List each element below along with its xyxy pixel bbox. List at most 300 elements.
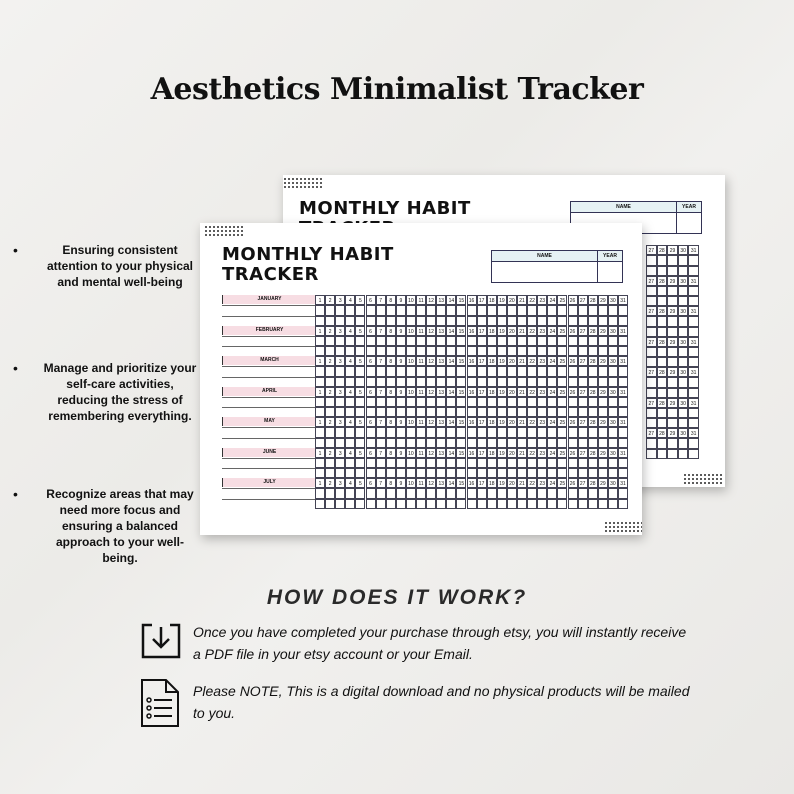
habit-cell (456, 499, 466, 509)
day-number: 29 (598, 478, 608, 488)
habit-cell (345, 438, 355, 448)
day-number: 28 (588, 478, 598, 488)
habit-cell (436, 397, 446, 407)
habit-cell (667, 266, 678, 276)
habit-cell (608, 397, 618, 407)
habit-cell (396, 468, 406, 478)
day-number: 14 (446, 356, 456, 366)
habit-cell (436, 438, 446, 448)
day-number: 17 (477, 387, 487, 397)
habit-cell (507, 468, 517, 478)
habit-cell (547, 305, 557, 315)
day-number: 31 (618, 326, 628, 336)
day-number: 28 (588, 387, 598, 397)
habit-cell (355, 377, 365, 387)
habit-cell (517, 488, 527, 498)
day-number: 5 (355, 356, 365, 366)
habit-cell (396, 397, 406, 407)
day-number: 20 (507, 326, 517, 336)
habit-cell (618, 305, 628, 315)
habit-cell (366, 427, 376, 437)
habit-cell (588, 499, 598, 509)
habit-cell (688, 255, 699, 265)
habit-cell (335, 366, 345, 376)
habit-cell (335, 438, 345, 448)
day-number: 27 (578, 448, 588, 458)
day-number: 25 (557, 326, 567, 336)
habit-cell (325, 346, 335, 356)
habit-cell (416, 305, 426, 315)
habit-cell (345, 377, 355, 387)
habit-cell (436, 336, 446, 346)
habit-cell (646, 255, 657, 265)
row-line (222, 499, 315, 500)
habit-cell (527, 316, 537, 326)
month-label: APRIL (222, 387, 316, 396)
habit-cell (426, 427, 436, 437)
habit-cell (497, 316, 507, 326)
habit-cell (345, 336, 355, 346)
day-number: 27 (646, 306, 657, 316)
day-number: 13 (436, 417, 446, 427)
habit-cell (537, 468, 547, 478)
page-title: Aesthetics Minimalist Tracker (150, 72, 644, 107)
day-number: 29 (598, 448, 608, 458)
day-number: 30 (678, 245, 689, 255)
habit-cell (517, 305, 527, 315)
day-number: 26 (568, 478, 578, 488)
day-number: 11 (416, 326, 426, 336)
habit-cell (557, 336, 567, 346)
habit-cell (667, 449, 678, 459)
habit-cell (598, 438, 608, 448)
habit-cell (376, 438, 386, 448)
habit-cell (568, 427, 578, 437)
habit-cell (646, 449, 657, 459)
day-number: 28 (657, 428, 668, 438)
day-number: 6 (366, 356, 376, 366)
habit-cell (618, 346, 628, 356)
day-number: 30 (608, 387, 618, 397)
day-number: 21 (517, 387, 527, 397)
habit-cell (497, 427, 507, 437)
habit-cell (315, 305, 325, 315)
habit-cell (608, 377, 618, 387)
row-line (222, 377, 315, 378)
feature-item (10, 360, 210, 424)
habit-cell (497, 488, 507, 498)
habit-cell (667, 327, 678, 337)
habit-cell (355, 499, 365, 509)
habit-cell (386, 346, 396, 356)
day-number: 24 (547, 448, 557, 458)
habit-cell (386, 316, 396, 326)
habit-cell (366, 316, 376, 326)
habit-cell (325, 438, 335, 448)
habit-cell (657, 418, 668, 428)
habit-cell (436, 366, 446, 376)
dot-pattern-icon (604, 521, 642, 533)
habit-cell (618, 427, 628, 437)
day-number: 21 (517, 356, 527, 366)
habit-cell (688, 316, 699, 326)
habit-cell (537, 377, 547, 387)
habit-cell (315, 499, 325, 509)
habit-cell (588, 316, 598, 326)
habit-cell (477, 407, 487, 417)
habit-cell (527, 397, 537, 407)
habit-cell (376, 468, 386, 478)
habit-cell (325, 427, 335, 437)
day-number: 6 (366, 387, 376, 397)
habit-cell (557, 366, 567, 376)
habit-cell (497, 366, 507, 376)
habit-cell (557, 458, 567, 468)
habit-cell (657, 449, 668, 459)
month-label: FEBRUARY (222, 326, 316, 335)
day-number: 29 (598, 295, 608, 305)
habit-cell (678, 347, 689, 357)
habit-cell (568, 377, 578, 387)
habit-cell (416, 438, 426, 448)
day-number: 30 (678, 276, 689, 286)
day-number: 23 (537, 417, 547, 427)
habit-cell (406, 336, 416, 346)
habit-cell (517, 499, 527, 509)
day-number: 19 (497, 448, 507, 458)
habit-cell (557, 438, 567, 448)
habit-cell (416, 488, 426, 498)
habit-cell (355, 316, 365, 326)
habit-cell (467, 397, 477, 407)
habit-cell (406, 305, 416, 315)
day-number: 30 (678, 398, 689, 408)
habit-cell (416, 407, 426, 417)
habit-cell (345, 499, 355, 509)
habit-cell (688, 408, 699, 418)
month-label: JANUARY (222, 295, 316, 304)
day-number: 28 (657, 276, 668, 286)
habit-cell (678, 449, 689, 459)
habit-cell (456, 488, 466, 498)
day-number: 3 (335, 356, 345, 366)
day-number: 3 (335, 326, 345, 336)
habit-cell (487, 377, 497, 387)
day-number: 31 (688, 398, 699, 408)
habit-cell (497, 407, 507, 417)
habit-cell (517, 336, 527, 346)
habit-cell (678, 316, 689, 326)
day-number: 22 (527, 356, 537, 366)
habit-cell (477, 336, 487, 346)
habit-cell (456, 377, 466, 387)
day-number: 7 (376, 478, 386, 488)
day-number: 31 (688, 306, 699, 316)
habit-cell (477, 366, 487, 376)
habit-cell (446, 377, 456, 387)
day-number: 16 (467, 448, 477, 458)
habit-cell (568, 468, 578, 478)
habit-cell (667, 286, 678, 296)
day-number: 22 (527, 387, 537, 397)
day-number: 10 (406, 478, 416, 488)
day-number: 4 (345, 356, 355, 366)
habit-cell (335, 427, 345, 437)
habit-cell (598, 468, 608, 478)
day-number: 31 (618, 387, 628, 397)
habit-cell (608, 407, 618, 417)
day-number: 9 (396, 295, 406, 305)
day-number: 15 (456, 417, 466, 427)
day-number: 4 (345, 387, 355, 397)
habit-cell (446, 316, 456, 326)
day-number: 31 (618, 295, 628, 305)
feature-text: Manage and prioritize your self-care activities, reducing the stress of remembering everything. (43, 361, 197, 423)
day-number: 10 (406, 448, 416, 458)
habit-cell (406, 438, 416, 448)
habit-cell (467, 427, 477, 437)
day-number: 2 (325, 295, 335, 305)
row-line (222, 407, 315, 408)
habit-cell (678, 357, 689, 367)
habit-cell (436, 316, 446, 326)
habit-cell (547, 336, 557, 346)
habit-cell (507, 305, 517, 315)
habit-cell (598, 397, 608, 407)
habit-cell (507, 336, 517, 346)
habit-cell (396, 427, 406, 437)
day-number: 5 (355, 478, 365, 488)
habit-cell (366, 377, 376, 387)
habit-cell (315, 346, 325, 356)
day-number: 28 (588, 295, 598, 305)
habit-cell (416, 427, 426, 437)
day-number: 1 (315, 356, 325, 366)
habit-cell (325, 366, 335, 376)
habit-cell (355, 488, 365, 498)
day-number: 26 (568, 356, 578, 366)
day-number: 27 (578, 417, 588, 427)
habit-cell (618, 397, 628, 407)
habit-cell (355, 336, 365, 346)
day-number: 28 (657, 245, 668, 255)
month-label: JULY (222, 478, 316, 487)
day-number: 23 (537, 295, 547, 305)
habit-cell (487, 458, 497, 468)
habit-cell (527, 438, 537, 448)
habit-cell (667, 388, 678, 398)
habit-cell (487, 305, 497, 315)
habit-cell (588, 336, 598, 346)
day-number: 20 (507, 448, 517, 458)
habit-cell (527, 336, 537, 346)
day-number: 18 (487, 356, 497, 366)
day-number: 22 (527, 417, 537, 427)
habit-cell (646, 438, 657, 448)
habit-cell (568, 366, 578, 376)
habit-cell (456, 468, 466, 478)
habit-cell (578, 377, 588, 387)
day-number: 12 (426, 295, 436, 305)
day-number: 17 (477, 295, 487, 305)
habit-cell (376, 366, 386, 376)
day-number: 25 (557, 478, 567, 488)
habit-cell (547, 438, 557, 448)
habit-cell (678, 377, 689, 387)
habit-cell (406, 366, 416, 376)
habit-cell (557, 499, 567, 509)
habit-cell (366, 488, 376, 498)
step-download-text: Once you have completed your purchase through etsy, you will instantly receive a PDF file in your etsy account or your Email. (193, 624, 687, 662)
habit-cell (396, 458, 406, 468)
habit-cell (608, 336, 618, 346)
habit-cell (578, 438, 588, 448)
sheet-title-line: MONTHLY HABIT (299, 198, 471, 219)
habit-cell (537, 305, 547, 315)
habit-cell (396, 488, 406, 498)
day-number: 15 (456, 387, 466, 397)
habit-cell (426, 305, 436, 315)
day-number: 28 (588, 356, 598, 366)
bullet-icon: • (13, 242, 18, 258)
row-line (222, 488, 315, 489)
habit-cell (426, 316, 436, 326)
day-number: 11 (416, 356, 426, 366)
habit-cell (406, 488, 416, 498)
day-number: 30 (608, 356, 618, 366)
habit-cell (355, 468, 365, 478)
habit-cell (396, 316, 406, 326)
habit-cell (578, 407, 588, 417)
habit-cell (608, 438, 618, 448)
habit-cell (507, 316, 517, 326)
habit-cell (527, 407, 537, 417)
day-number: 8 (386, 387, 396, 397)
day-number: 2 (325, 417, 335, 427)
habit-cell (406, 346, 416, 356)
day-number: 30 (678, 367, 689, 377)
day-number: 13 (436, 448, 446, 458)
habit-cell (477, 468, 487, 478)
habit-cell (366, 458, 376, 468)
habit-cell (578, 397, 588, 407)
habit-cell (517, 407, 527, 417)
habit-cell (487, 488, 497, 498)
habit-cell (446, 468, 456, 478)
habit-cell (325, 397, 335, 407)
tracker-sheet-front (200, 223, 642, 535)
habit-cell (557, 346, 567, 356)
habit-cell (598, 316, 608, 326)
day-number: 14 (446, 478, 456, 488)
habit-cell (537, 336, 547, 346)
habit-cell (315, 438, 325, 448)
habit-cell (497, 499, 507, 509)
habit-cell (578, 336, 588, 346)
day-number: 27 (578, 478, 588, 488)
habit-cell (467, 407, 477, 417)
habit-cell (537, 458, 547, 468)
day-number: 29 (667, 428, 678, 438)
habit-cell (557, 407, 567, 417)
habit-cell (578, 499, 588, 509)
habit-cell (315, 427, 325, 437)
habit-cell (477, 397, 487, 407)
habit-cell (667, 296, 678, 306)
day-number: 31 (688, 367, 699, 377)
habit-cell (667, 377, 678, 387)
habit-cell (335, 468, 345, 478)
habit-cell (426, 407, 436, 417)
habit-cell (325, 468, 335, 478)
day-number: 15 (456, 356, 466, 366)
habit-cell (345, 427, 355, 437)
row-line (222, 397, 315, 398)
row-line (222, 336, 315, 337)
habit-cell (416, 468, 426, 478)
day-number: 13 (436, 326, 446, 336)
habit-cell (426, 468, 436, 478)
day-number: 13 (436, 478, 446, 488)
day-number: 3 (335, 448, 345, 458)
habit-cell (688, 266, 699, 276)
habit-cell (487, 336, 497, 346)
day-number: 19 (497, 387, 507, 397)
habit-cell (325, 336, 335, 346)
habit-cell (376, 427, 386, 437)
habit-cell (446, 407, 456, 417)
day-number: 1 (315, 478, 325, 488)
habit-cell (657, 286, 668, 296)
habit-cell (426, 488, 436, 498)
habit-cell (618, 488, 628, 498)
habit-cell (678, 327, 689, 337)
habit-cell (335, 407, 345, 417)
habit-cell (688, 388, 699, 398)
habit-cell (436, 488, 446, 498)
day-number: 16 (467, 387, 477, 397)
habit-cell (608, 488, 618, 498)
day-number: 27 (646, 245, 657, 255)
habit-cell (517, 438, 527, 448)
habit-cell (386, 305, 396, 315)
habit-cell (497, 468, 507, 478)
day-number: 5 (355, 417, 365, 427)
habit-cell (426, 499, 436, 509)
day-number: 2 (325, 356, 335, 366)
habit-cell (667, 347, 678, 357)
habit-cell (688, 418, 699, 428)
habit-cell (678, 418, 689, 428)
day-number: 6 (366, 295, 376, 305)
habit-cell (325, 316, 335, 326)
day-number: 30 (678, 337, 689, 347)
habit-cell (527, 458, 537, 468)
day-number: 24 (547, 478, 557, 488)
habit-cell (376, 458, 386, 468)
day-number: 31 (688, 337, 699, 347)
sheet-title-line: TRACKER (222, 264, 319, 285)
habit-cell (497, 305, 507, 315)
row-line (222, 427, 315, 428)
habit-cell (416, 377, 426, 387)
habit-cell (598, 336, 608, 346)
habit-cell (406, 316, 416, 326)
habit-cell (335, 499, 345, 509)
habit-cell (436, 407, 446, 417)
habit-cell (667, 357, 678, 367)
habit-cell (688, 438, 699, 448)
